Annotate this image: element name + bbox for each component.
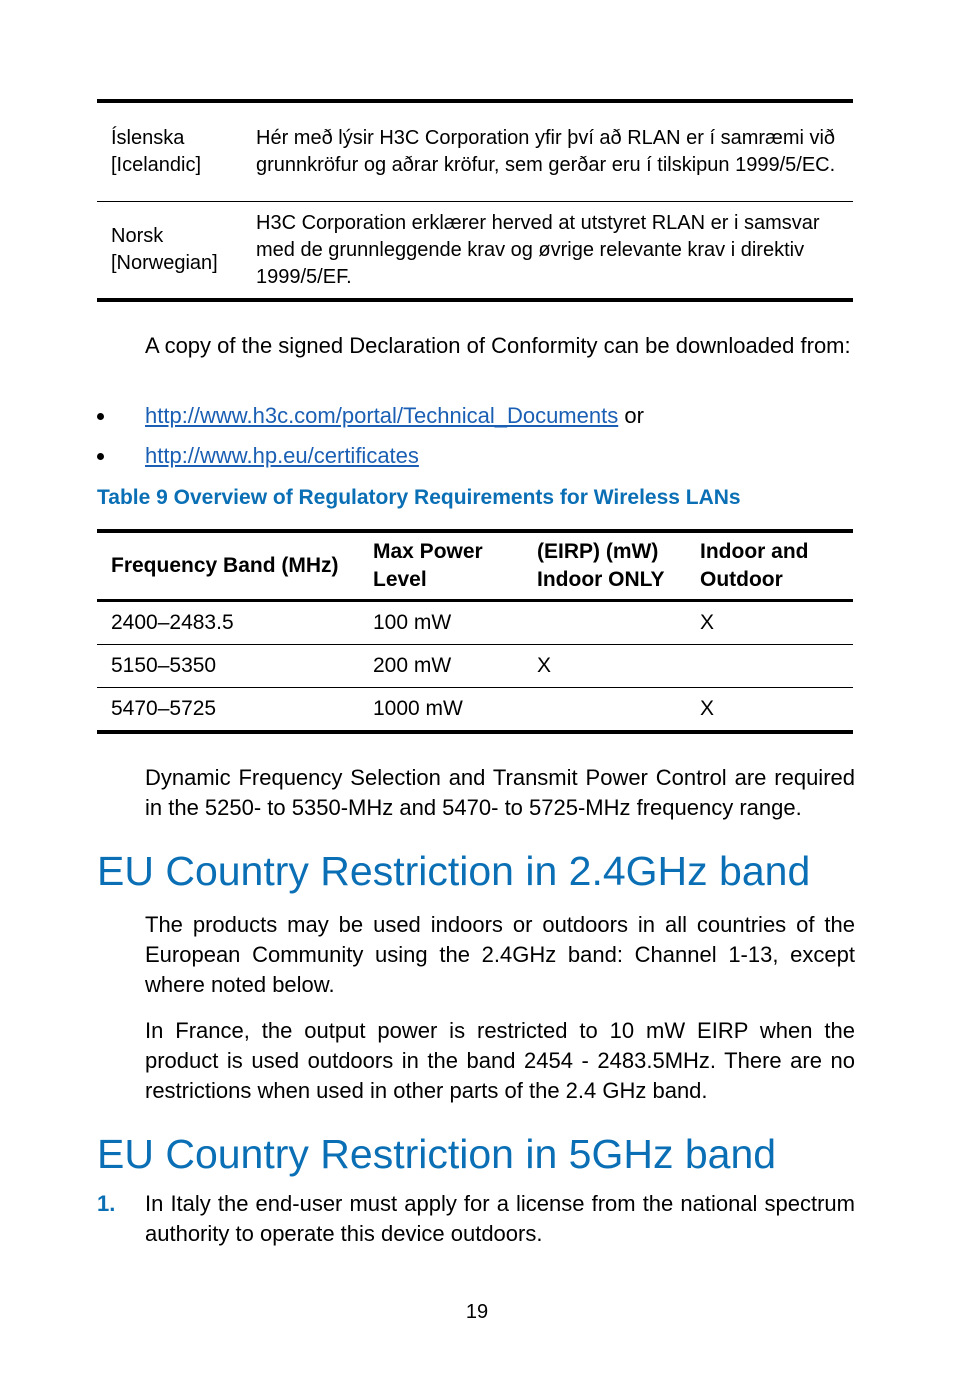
language-cell: Norsk [Norwegian]: [97, 202, 256, 301]
table-header-row: [97, 531, 853, 601]
list-number: 1.: [97, 1191, 116, 1216]
link-suffix: or: [618, 403, 644, 428]
table-row: [97, 202, 853, 301]
table-cell: 200 mW: [373, 645, 537, 688]
bullet-icon: [97, 413, 104, 420]
section-heading-5ghz: EU Country Restriction in 5GHz band: [97, 1131, 777, 1177]
regulatory-requirements-table: [97, 529, 853, 734]
section-2-4ghz-paragraph: The products may be used indoors or outdoors in all countries of the European Community using the 2.4GHz band: Channel 1-13, except where noted below.: [145, 912, 855, 997]
table-row: [97, 101, 853, 202]
table-caption: Table 9 Overview of Regulatory Requirements for Wireless LANs: [97, 486, 741, 509]
table-cell: X: [700, 688, 853, 733]
table-cell: 2400–2483.5: [97, 601, 373, 645]
table-cell: [537, 601, 700, 645]
table-row: [97, 645, 853, 688]
list-item-text: In Italy the end-user must apply for a license from the national spectrum authority to operate this device outdoors.: [145, 1191, 855, 1246]
table-cell: 100 mW: [373, 601, 537, 645]
table-cell: [700, 645, 853, 688]
table-cell: X: [537, 645, 700, 688]
table-cell: 5470–5725: [97, 688, 373, 733]
language-declaration-table: [97, 99, 853, 302]
column-header: Indoor and Outdoor: [700, 531, 853, 601]
column-header: Frequency Band (MHz): [97, 531, 373, 601]
section-heading-2-4ghz: EU Country Restriction in 2.4GHz band: [97, 848, 811, 894]
statement-cell: Hér með lýsir H3C Corporation yfir því að RLAN er í samræmi við grunnkröfur og aðrar kröfur, sem gerðar eru í tilskipun 1999/5/EC.: [256, 101, 853, 202]
column-header: (EIRP) (mW) Indoor ONLY: [537, 531, 700, 601]
dfs-paragraph: Dynamic Frequency Selection and Transmit Power Control are required in the 5250- to 5350-MHz and 5470- to 5725-MHz frequency range.: [145, 765, 855, 820]
page-number: 19: [465, 1301, 489, 1323]
declaration-paragraph: A copy of the signed Declaration of Conformity can be downloaded from:: [145, 333, 851, 358]
column-header: Max Power Level: [373, 531, 537, 601]
table-cell: 5150–5350: [97, 645, 373, 688]
table-cell: X: [700, 601, 853, 645]
h3c-documents-link[interactable]: http://www.h3c.com/portal/Technical_Documents: [145, 403, 619, 428]
bullet-icon: [97, 453, 104, 460]
table-row: [97, 688, 853, 733]
table-cell: 1000 mW: [373, 688, 537, 733]
table-row: [97, 601, 853, 645]
table-cell: [537, 688, 700, 733]
statement-cell: H3C Corporation erklærer herved at utstyret RLAN er i samsvar med de grunnleggende krav og øvrige relevante krav i direktiv 1999/5/EF.: [256, 202, 853, 301]
france-restriction-paragraph: In France, the output power is restricted to 10 mW EIRP when the product is used outdoors in the band 2454 - 2483.5MHz. There are no restrictions when used in other parts of the 2.4 GHz band.: [145, 1018, 855, 1103]
language-cell: Íslenska [Icelandic]: [97, 101, 256, 202]
hp-certificates-link[interactable]: http://www.hp.eu/certificates: [145, 443, 419, 468]
